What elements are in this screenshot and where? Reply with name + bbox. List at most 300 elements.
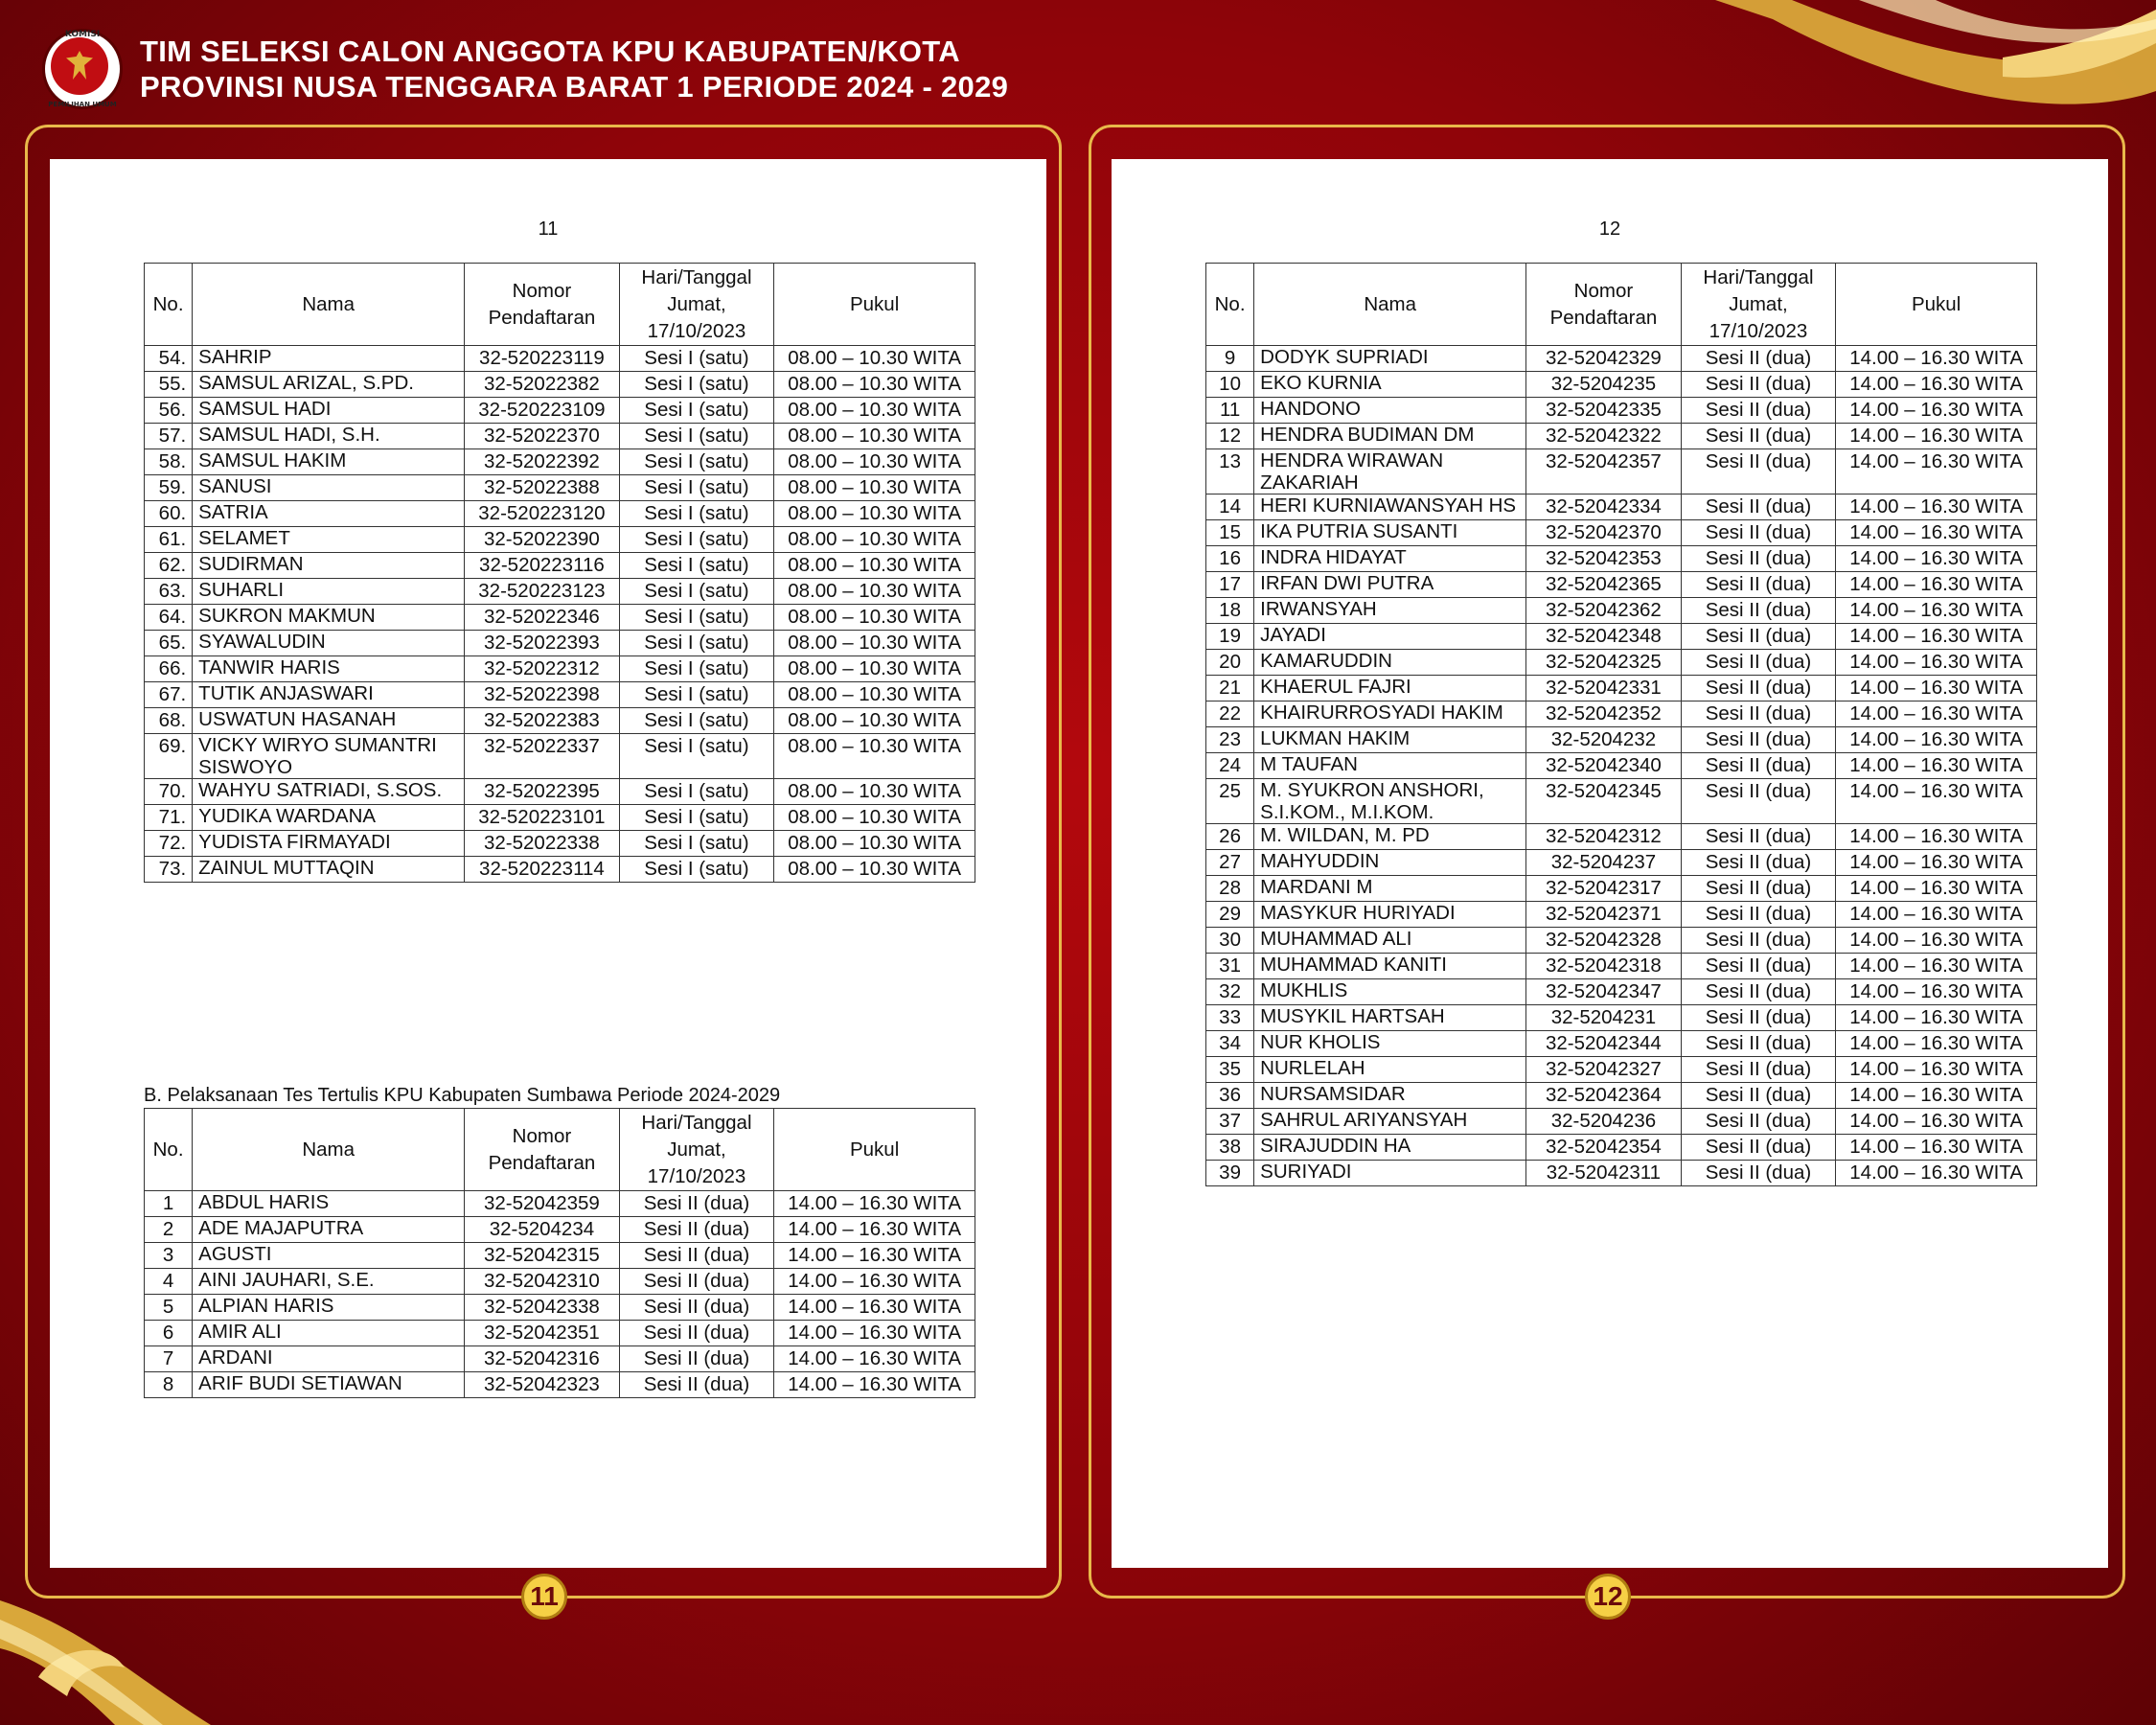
- cell-sesi: Sesi II (dua): [619, 1269, 774, 1295]
- cell-nomor: 32-52042340: [1526, 753, 1682, 779]
- cell-nama: HENDRA WIRAWAN ZAKARIAH: [1254, 449, 1526, 494]
- cell-no: 36: [1206, 1083, 1254, 1109]
- cell-no: 7: [145, 1346, 193, 1372]
- table-row: [145, 1372, 975, 1398]
- cell-pukul: 14.00 – 16.30 WITA: [774, 1346, 975, 1372]
- cell-nomor: 32-52042351: [465, 1321, 620, 1346]
- cell-nama: TUTIK ANJASWARI: [193, 682, 465, 708]
- cell-nomor: 32-52042311: [1526, 1161, 1682, 1186]
- cell-sesi: Sesi II (dua): [619, 1191, 774, 1217]
- cell-sesi: Sesi I (satu): [619, 605, 774, 631]
- cell-nama: SURIYADI: [1254, 1161, 1526, 1186]
- cell-nama: M. SYUKRON ANSHORI, S.I.KOM., M.I.KOM.: [1254, 779, 1526, 824]
- cell-nama: M. WILDAN, M. PD: [1254, 824, 1526, 850]
- page-number: 12: [1598, 218, 1621, 240]
- cell-sesi: Sesi II (dua): [1681, 702, 1836, 727]
- cell-sesi: Sesi II (dua): [619, 1295, 774, 1321]
- cell-pukul: 14.00 – 16.30 WITA: [1836, 1161, 2037, 1186]
- cell-no: 57.: [145, 424, 193, 449]
- cell-pukul: 08.00 – 10.30 WITA: [774, 831, 975, 857]
- cell-nama: USWATUN HASANAH: [193, 708, 465, 734]
- cell-nomor: 32-520223119: [465, 346, 620, 372]
- cell-pukul: 14.00 – 16.30 WITA: [774, 1191, 975, 1217]
- table-row: [145, 631, 975, 656]
- cell-nama: IKA PUTRIA SUSANTI: [1254, 520, 1526, 546]
- cell-pukul: 14.00 – 16.30 WITA: [1836, 398, 2037, 424]
- table-row: [145, 1295, 975, 1321]
- cell-pukul: 14.00 – 16.30 WITA: [1836, 1031, 2037, 1057]
- cell-no: 63.: [145, 579, 193, 605]
- cell-sesi: Sesi II (dua): [1681, 1083, 1836, 1109]
- cell-nomor: 32-52042334: [1526, 494, 1682, 520]
- table-row: [145, 527, 975, 553]
- cell-pukul: 08.00 – 10.30 WITA: [774, 424, 975, 449]
- table-row: [1206, 449, 2037, 494]
- cell-nomor: 32-52042348: [1526, 624, 1682, 650]
- cell-no: 18: [1206, 598, 1254, 624]
- cell-nama: AINI JAUHARI, S.E.: [193, 1269, 465, 1295]
- cell-sesi: Sesi II (dua): [1681, 398, 1836, 424]
- cell-pukul: 08.00 – 10.30 WITA: [774, 579, 975, 605]
- cell-pukul: 08.00 – 10.30 WITA: [774, 682, 975, 708]
- table-row: [1206, 1161, 2037, 1186]
- cell-pukul: 08.00 – 10.30 WITA: [774, 805, 975, 831]
- cell-sesi: Sesi II (dua): [1681, 1005, 1836, 1031]
- cell-nomor: 32-52022398: [465, 682, 620, 708]
- cell-no: 32: [1206, 979, 1254, 1005]
- cell-nama: HENDRA BUDIMAN DM: [1254, 424, 1526, 449]
- cell-nomor: 32-52042362: [1526, 598, 1682, 624]
- cell-nomor: 32-5204237: [1526, 850, 1682, 876]
- table-row: [145, 805, 975, 831]
- cell-nama: IRFAN DWI PUTRA: [1254, 572, 1526, 598]
- table-row: [145, 1346, 975, 1372]
- cell-no: 56.: [145, 398, 193, 424]
- table-header-row: [145, 1109, 975, 1191]
- cell-nomor: 32-52042329: [1526, 346, 1682, 372]
- cell-sesi: Sesi I (satu): [619, 424, 774, 449]
- cell-nama: ARDANI: [193, 1346, 465, 1372]
- cell-pukul: 14.00 – 16.30 WITA: [1836, 1135, 2037, 1161]
- cell-nama: SAHRUL ARIYANSYAH: [1254, 1109, 1526, 1135]
- cell-nama: SUDIRMAN: [193, 553, 465, 579]
- cell-pukul: 14.00 – 16.30 WITA: [1836, 876, 2037, 902]
- cell-no: 17: [1206, 572, 1254, 598]
- cell-no: 25: [1206, 779, 1254, 824]
- cell-nomor: 32-52022338: [465, 831, 620, 857]
- cell-nama: HERI KURNIAWANSYAH HS: [1254, 494, 1526, 520]
- cell-pukul: 14.00 – 16.30 WITA: [1836, 494, 2037, 520]
- table-row: [1206, 727, 2037, 753]
- cell-nama: AGUSTI: [193, 1243, 465, 1269]
- col-pukul: Pukul: [1836, 264, 2037, 346]
- cell-nomor: 32-52042353: [1526, 546, 1682, 572]
- cell-pukul: 14.00 – 16.30 WITA: [774, 1217, 975, 1243]
- cell-sesi: Sesi I (satu): [619, 398, 774, 424]
- cell-sesi: Sesi I (satu): [619, 475, 774, 501]
- cell-nomor: 32-52022370: [465, 424, 620, 449]
- cell-nomor: 32-52042318: [1526, 954, 1682, 979]
- cell-pukul: 14.00 – 16.30 WITA: [1836, 598, 2037, 624]
- cell-pukul: 08.00 – 10.30 WITA: [774, 372, 975, 398]
- title-line-1: TIM SELEKSI CALON ANGGOTA KPU KABUPATEN/KOTA: [140, 34, 960, 68]
- cell-sesi: Sesi II (dua): [619, 1372, 774, 1398]
- cell-nomor: 32-520223116: [465, 553, 620, 579]
- cell-no: 19: [1206, 624, 1254, 650]
- cell-nomor: 32-52022390: [465, 527, 620, 553]
- cell-nomor: 32-52022382: [465, 372, 620, 398]
- cell-sesi: Sesi II (dua): [1681, 1031, 1836, 1057]
- cell-pukul: 08.00 – 10.30 WITA: [774, 656, 975, 682]
- cell-pukul: 14.00 – 16.30 WITA: [1836, 1083, 2037, 1109]
- cell-nama: SAMSUL HAKIM: [193, 449, 465, 475]
- cell-sesi: Sesi II (dua): [1681, 727, 1836, 753]
- cell-sesi: Sesi I (satu): [619, 857, 774, 883]
- table-row: [145, 656, 975, 682]
- table-row: [1206, 753, 2037, 779]
- cell-no: 4: [145, 1269, 193, 1295]
- cell-nama: YUDIKA WARDANA: [193, 805, 465, 831]
- cell-no: 38: [1206, 1135, 1254, 1161]
- cell-sesi: Sesi I (satu): [619, 656, 774, 682]
- cell-pukul: 08.00 – 10.30 WITA: [774, 605, 975, 631]
- cell-nomor: 32-52022392: [465, 449, 620, 475]
- title-line-2: PROVINSI NUSA TENGGARA BARAT 1 PERIODE 2024 - 2029: [140, 70, 1009, 104]
- cell-nomor: 32-52042371: [1526, 902, 1682, 928]
- cell-sesi: Sesi I (satu): [619, 631, 774, 656]
- cell-sesi: Sesi II (dua): [1681, 449, 1836, 494]
- cell-pukul: 14.00 – 16.30 WITA: [1836, 727, 2037, 753]
- cell-sesi: Sesi II (dua): [1681, 546, 1836, 572]
- table-row: [145, 708, 975, 734]
- cell-nomor: 32-52042365: [1526, 572, 1682, 598]
- table-row: [145, 475, 975, 501]
- cell-nama: ADE MAJAPUTRA: [193, 1217, 465, 1243]
- cell-nama: SELAMET: [193, 527, 465, 553]
- cell-sesi: Sesi I (satu): [619, 779, 774, 805]
- cell-no: 62.: [145, 553, 193, 579]
- cell-sesi: Sesi I (satu): [619, 805, 774, 831]
- table-row: [1206, 650, 2037, 676]
- table-header-row: [1206, 264, 2037, 346]
- cell-no: 34: [1206, 1031, 1254, 1057]
- table-row: [1206, 1135, 2037, 1161]
- cell-no: 71.: [145, 805, 193, 831]
- cell-no: 12: [1206, 424, 1254, 449]
- col-hari: Hari/Tanggal Jumat, 17/10/2023: [619, 1109, 774, 1191]
- cell-pukul: 14.00 – 16.30 WITA: [774, 1372, 975, 1398]
- cell-pukul: 14.00 – 16.30 WITA: [1836, 1057, 2037, 1083]
- cell-nama: HANDONO: [1254, 398, 1526, 424]
- table-row: [145, 779, 975, 805]
- cell-nomor: 32-52022395: [465, 779, 620, 805]
- page-number: 11: [538, 218, 559, 240]
- cell-pukul: 14.00 – 16.30 WITA: [1836, 346, 2037, 372]
- cell-nomor: 32-52042328: [1526, 928, 1682, 954]
- cell-pukul: 14.00 – 16.30 WITA: [774, 1243, 975, 1269]
- table-row: [1206, 702, 2037, 727]
- cell-nomor: 32-52022388: [465, 475, 620, 501]
- table-row: [1206, 424, 2037, 449]
- cell-sesi: Sesi II (dua): [1681, 572, 1836, 598]
- cell-nomor: 32-5204235: [1526, 372, 1682, 398]
- table-row: [1206, 850, 2037, 876]
- table-row: [1206, 1109, 2037, 1135]
- table-row: [145, 1269, 975, 1295]
- cell-no: 16: [1206, 546, 1254, 572]
- schedule-table-a: [144, 263, 975, 883]
- cell-no: 69.: [145, 734, 193, 779]
- table-row: [145, 346, 975, 372]
- cell-pukul: 14.00 – 16.30 WITA: [1836, 520, 2037, 546]
- table-row: [1206, 824, 2037, 850]
- cell-pukul: 08.00 – 10.30 WITA: [774, 475, 975, 501]
- cell-no: 35: [1206, 1057, 1254, 1083]
- cell-sesi: Sesi II (dua): [1681, 1057, 1836, 1083]
- cell-sesi: Sesi II (dua): [1681, 1109, 1836, 1135]
- cell-sesi: Sesi II (dua): [1681, 1161, 1836, 1186]
- cell-sesi: Sesi II (dua): [1681, 954, 1836, 979]
- table-row: [145, 857, 975, 883]
- cell-no: 6: [145, 1321, 193, 1346]
- table-row: [1206, 1005, 2037, 1031]
- cell-no: 1: [145, 1191, 193, 1217]
- table-row: [1206, 876, 2037, 902]
- cell-nomor: 32-52042335: [1526, 398, 1682, 424]
- table-row: [1206, 494, 2037, 520]
- cell-no: 15: [1206, 520, 1254, 546]
- cell-pukul: 14.00 – 16.30 WITA: [1836, 928, 2037, 954]
- col-no: No.: [145, 1109, 193, 1191]
- cell-nama: SYAWALUDIN: [193, 631, 465, 656]
- cell-no: 26: [1206, 824, 1254, 850]
- table-row: [1206, 520, 2037, 546]
- cell-no: 59.: [145, 475, 193, 501]
- cell-no: 21: [1206, 676, 1254, 702]
- cell-nomor: 32-52022393: [465, 631, 620, 656]
- cell-nama: YUDISTA FIRMAYADI: [193, 831, 465, 857]
- cell-sesi: Sesi II (dua): [1681, 346, 1836, 372]
- table-row: [145, 605, 975, 631]
- cell-no: 72.: [145, 831, 193, 857]
- cell-no: 67.: [145, 682, 193, 708]
- cell-pukul: 14.00 – 16.30 WITA: [1836, 676, 2037, 702]
- cell-no: 54.: [145, 346, 193, 372]
- cell-pukul: 14.00 – 16.30 WITA: [1836, 979, 2037, 1005]
- cell-no: 29: [1206, 902, 1254, 928]
- cell-nomor: 32-52042344: [1526, 1031, 1682, 1057]
- cell-nomor: 32-5204231: [1526, 1005, 1682, 1031]
- cell-nomor: 32-52042345: [1526, 779, 1682, 824]
- cell-no: 10: [1206, 372, 1254, 398]
- cell-nomor: 32-52042315: [465, 1243, 620, 1269]
- cell-pukul: 14.00 – 16.30 WITA: [1836, 1005, 2037, 1031]
- cell-no: 61.: [145, 527, 193, 553]
- cell-no: 73.: [145, 857, 193, 883]
- cell-nama: SIRAJUDDIN HA: [1254, 1135, 1526, 1161]
- table-row: [145, 1243, 975, 1269]
- cell-pukul: 08.00 – 10.30 WITA: [774, 734, 975, 779]
- table-row: [1206, 572, 2037, 598]
- cell-nomor: 32-5204234: [465, 1217, 620, 1243]
- cell-sesi: Sesi II (dua): [1681, 876, 1836, 902]
- page-badge-left: 11: [521, 1574, 567, 1620]
- cell-nama: SATRIA: [193, 501, 465, 527]
- cell-nama: MARDANI M: [1254, 876, 1526, 902]
- schedule-table-b: [144, 1108, 975, 1398]
- section-b-title: B. Pelaksanaan Tes Tertulis KPU Kabupaten Sumbawa Periode 2024-2029: [144, 1085, 781, 1106]
- cell-nama: SAMSUL ARIZAL, S.PD.: [193, 372, 465, 398]
- cell-pukul: 08.00 – 10.30 WITA: [774, 708, 975, 734]
- cell-nomor: 32-52042327: [1526, 1057, 1682, 1083]
- cell-pukul: 14.00 – 16.30 WITA: [1836, 624, 2037, 650]
- kpu-logo: [42, 29, 123, 109]
- cell-sesi: Sesi II (dua): [619, 1346, 774, 1372]
- cell-sesi: Sesi I (satu): [619, 346, 774, 372]
- cell-nama: DODYK SUPRIADI: [1254, 346, 1526, 372]
- cell-no: 64.: [145, 605, 193, 631]
- cell-nama: NURLELAH: [1254, 1057, 1526, 1083]
- cell-pukul: 14.00 – 16.30 WITA: [1836, 702, 2037, 727]
- cell-nama: EKO KURNIA: [1254, 372, 1526, 398]
- cell-pukul: 14.00 – 16.30 WITA: [1836, 546, 2037, 572]
- header-title: [140, 34, 1008, 104]
- cell-nama: MUHAMMAD KANITI: [1254, 954, 1526, 979]
- page-badge-right: 12: [1585, 1574, 1631, 1620]
- document-page-left: [50, 159, 1046, 1568]
- cell-nomor: 32-52042359: [465, 1191, 620, 1217]
- cell-nomor: 32-52042317: [1526, 876, 1682, 902]
- cell-sesi: Sesi I (satu): [619, 708, 774, 734]
- schedule-table-c: [1205, 263, 2037, 1186]
- cell-sesi: Sesi II (dua): [1681, 824, 1836, 850]
- cell-no: 70.: [145, 779, 193, 805]
- cell-nomor: 32-5204232: [1526, 727, 1682, 753]
- cell-pukul: 14.00 – 16.30 WITA: [774, 1321, 975, 1346]
- cell-sesi: Sesi II (dua): [1681, 979, 1836, 1005]
- cell-nama: KHAERUL FAJRI: [1254, 676, 1526, 702]
- logo-bottom-text: PEMILIHAN UMUM: [48, 101, 117, 108]
- cell-nomor: 32-520223114: [465, 857, 620, 883]
- cell-sesi: Sesi II (dua): [1681, 676, 1836, 702]
- table-row: [1206, 779, 2037, 824]
- col-no: No.: [145, 264, 193, 346]
- cell-sesi: Sesi I (satu): [619, 579, 774, 605]
- cell-nomor: 32-52042310: [465, 1269, 620, 1295]
- cell-nama: ABDUL HARIS: [193, 1191, 465, 1217]
- cell-nama: MUHAMMAD ALI: [1254, 928, 1526, 954]
- cell-nomor: 32-52022346: [465, 605, 620, 631]
- table-row: [145, 424, 975, 449]
- cell-pukul: 08.00 – 10.30 WITA: [774, 779, 975, 805]
- cell-nama: NURSAMSIDAR: [1254, 1083, 1526, 1109]
- cell-pukul: 14.00 – 16.30 WITA: [774, 1295, 975, 1321]
- cell-nama: MASYKUR HURIYADI: [1254, 902, 1526, 928]
- cell-nama: INDRA HIDAYAT: [1254, 546, 1526, 572]
- table-header-row: [145, 264, 975, 346]
- cell-pukul: 14.00 – 16.30 WITA: [1836, 824, 2037, 850]
- header: [42, 21, 1008, 117]
- cell-no: 39: [1206, 1161, 1254, 1186]
- cell-no: 37: [1206, 1109, 1254, 1135]
- cell-pukul: 14.00 – 16.30 WITA: [1836, 753, 2037, 779]
- cell-sesi: Sesi II (dua): [1681, 850, 1836, 876]
- cell-no: 28: [1206, 876, 1254, 902]
- table-row: [1206, 598, 2037, 624]
- cell-pukul: 08.00 – 10.30 WITA: [774, 553, 975, 579]
- cell-no: 30: [1206, 928, 1254, 954]
- cell-no: 20: [1206, 650, 1254, 676]
- cell-nama: SANUSI: [193, 475, 465, 501]
- table-row: [145, 449, 975, 475]
- col-nomor: Nomor Pendaftaran: [465, 264, 620, 346]
- table-row: [1206, 624, 2037, 650]
- cell-no: 24: [1206, 753, 1254, 779]
- cell-nomor: 32-52042357: [1526, 449, 1682, 494]
- cell-nomor: 32-520223123: [465, 579, 620, 605]
- cell-pukul: 14.00 – 16.30 WITA: [774, 1269, 975, 1295]
- cell-no: 65.: [145, 631, 193, 656]
- cell-pukul: 14.00 – 16.30 WITA: [1836, 779, 2037, 824]
- cell-nomor: 32-52042312: [1526, 824, 1682, 850]
- col-pukul: Pukul: [774, 264, 975, 346]
- cell-pukul: 14.00 – 16.30 WITA: [1836, 902, 2037, 928]
- cell-nama: VICKY WIRYO SUMANTRI SISWOYO: [193, 734, 465, 779]
- cell-sesi: Sesi II (dua): [1681, 753, 1836, 779]
- cell-pukul: 08.00 – 10.30 WITA: [774, 346, 975, 372]
- cell-sesi: Sesi II (dua): [1681, 520, 1836, 546]
- col-no: No.: [1206, 264, 1254, 346]
- cell-sesi: Sesi II (dua): [1681, 624, 1836, 650]
- table-row: [1206, 928, 2037, 954]
- cell-nomor: 32-52042347: [1526, 979, 1682, 1005]
- col-nama: Nama: [193, 264, 465, 346]
- cell-no: 3: [145, 1243, 193, 1269]
- cell-pukul: 08.00 – 10.30 WITA: [774, 527, 975, 553]
- cell-nomor: 32-52042370: [1526, 520, 1682, 546]
- cell-nama: MAHYUDDIN: [1254, 850, 1526, 876]
- table-row: [145, 1191, 975, 1217]
- cell-nomor: 32-52042325: [1526, 650, 1682, 676]
- cell-pukul: 14.00 – 16.30 WITA: [1836, 954, 2037, 979]
- table-row: [1206, 676, 2037, 702]
- cell-nomor: 32-52042338: [465, 1295, 620, 1321]
- cell-nomor: 32-52022383: [465, 708, 620, 734]
- logo-top-text: KOMISI: [64, 30, 101, 39]
- cell-no: 5: [145, 1295, 193, 1321]
- table-row: [1206, 398, 2037, 424]
- cell-sesi: Sesi I (satu): [619, 682, 774, 708]
- cell-no: 55.: [145, 372, 193, 398]
- cell-no: 66.: [145, 656, 193, 682]
- cell-nama: ARIF BUDI SETIAWAN: [193, 1372, 465, 1398]
- cell-pukul: 14.00 – 16.30 WITA: [1836, 850, 2037, 876]
- cell-no: 60.: [145, 501, 193, 527]
- cell-nomor: 32-52042316: [465, 1346, 620, 1372]
- cell-sesi: Sesi II (dua): [1681, 372, 1836, 398]
- cell-no: 58.: [145, 449, 193, 475]
- table-row: [145, 398, 975, 424]
- cell-nama: SAMSUL HADI: [193, 398, 465, 424]
- cell-nomor: 32-52042364: [1526, 1083, 1682, 1109]
- cell-nama: M TAUFAN: [1254, 753, 1526, 779]
- cell-nomor: 32-5204236: [1526, 1109, 1682, 1135]
- cell-sesi: Sesi II (dua): [1681, 494, 1836, 520]
- table-row: [1206, 1083, 2037, 1109]
- col-nama: Nama: [1254, 264, 1526, 346]
- cell-nomor: 32-520223109: [465, 398, 620, 424]
- cell-pukul: 08.00 – 10.30 WITA: [774, 501, 975, 527]
